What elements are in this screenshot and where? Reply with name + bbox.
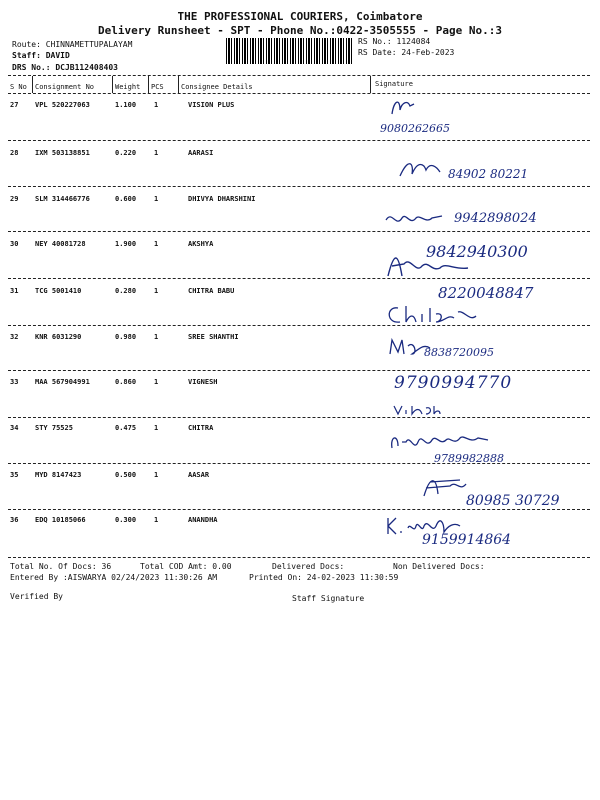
- total-docs: Total No. Of Docs: 36: [10, 562, 112, 571]
- barcode: [226, 38, 354, 64]
- rs-number: RS No.: 1124084: [358, 37, 431, 46]
- signature-phone: 9790994770: [394, 373, 513, 393]
- signature-scrawl: [384, 208, 446, 232]
- row-weight: 0.500: [115, 471, 137, 479]
- signature-phone: 84902 80221: [448, 167, 529, 181]
- row-consignee: AARASI: [188, 149, 214, 157]
- col-divider: [148, 76, 149, 93]
- row-consignee: VISION PLUS: [188, 101, 235, 109]
- signature-phone: 8838720095: [424, 346, 494, 359]
- delivered-docs: Delivered Docs:: [272, 562, 345, 571]
- col-divider: [178, 76, 179, 93]
- row-consignment: MAA 567904991: [35, 378, 90, 386]
- signature-phone: 9942898024: [454, 211, 537, 226]
- route-label: Route: CHINNAMETTUPALAYAM: [12, 40, 133, 49]
- col-header-signature: Signature: [375, 80, 413, 88]
- signature-phone: 9159914864: [422, 532, 512, 548]
- row-sno: 36: [10, 516, 19, 524]
- row-consignee: DHIVYA DHARSHINI: [188, 195, 256, 203]
- signature-phone: 9789982888: [434, 452, 504, 465]
- row-weight: 0.980: [115, 333, 137, 341]
- col-divider: [370, 76, 371, 93]
- row-rule: [8, 509, 590, 510]
- row-rule: [8, 186, 590, 187]
- header-rule: [8, 93, 590, 94]
- col-header-consignment: Consignment No: [35, 83, 95, 91]
- row-consignment: STY 75525: [35, 424, 73, 432]
- row-consignee: VIGNESH: [188, 378, 218, 386]
- rs-date: RS Date: 24-Feb-2023: [358, 48, 455, 57]
- row-consignment: TCG 5001410: [35, 287, 82, 295]
- verified-by: Verified By: [10, 592, 63, 601]
- row-weight: 0.475: [115, 424, 137, 432]
- row-consignment: MYD 8147423: [35, 471, 82, 479]
- row-weight: 1.900: [115, 240, 137, 248]
- row-consignee: CHITRA: [188, 424, 214, 432]
- signature-scrawl: [398, 156, 442, 182]
- row-rule: [8, 325, 590, 326]
- signature-phone: 80985 30729: [466, 493, 560, 509]
- row-pcs: 1: [154, 149, 159, 157]
- row-pcs: 1: [154, 195, 159, 203]
- signature-phone: 9842940300: [426, 242, 528, 261]
- row-sno: 30: [10, 240, 19, 248]
- non-delivered-docs: Non Delivered Docs:: [393, 562, 485, 571]
- row-consignment: KNR 6031290: [35, 333, 82, 341]
- row-consignment: SLM 314466776: [35, 195, 90, 203]
- row-sno: 28: [10, 149, 19, 157]
- staff-label: Staff: DAVID: [12, 51, 70, 60]
- signature-phone: 8220048847: [438, 284, 534, 302]
- row-pcs: 1: [154, 424, 159, 432]
- row-pcs: 1: [154, 101, 159, 109]
- row-sno: 29: [10, 195, 19, 203]
- signature-scrawl: [384, 248, 474, 280]
- signature-phone: 9080262665: [380, 122, 450, 135]
- col-divider: [112, 76, 113, 93]
- row-consignee: ANANDHA: [188, 516, 218, 524]
- company-title: THE PROFESSIONAL COURIERS, Coimbatore: [177, 10, 423, 23]
- row-consignee: CHITRA BABU: [188, 287, 235, 295]
- row-consignee: AASAR: [188, 471, 210, 479]
- row-pcs: 1: [154, 287, 159, 295]
- signature-scrawl: [420, 472, 468, 500]
- row-pcs: 1: [154, 333, 159, 341]
- row-consignment: VPL 520227063: [35, 101, 90, 109]
- row-weight: 0.600: [115, 195, 137, 203]
- signature-scrawl: [388, 96, 418, 118]
- row-rule: [8, 278, 590, 279]
- col-header-sno: S No: [10, 83, 27, 91]
- col-header-consignee: Consignee Details: [181, 83, 253, 91]
- row-weight: 0.860: [115, 378, 137, 386]
- col-divider: [32, 76, 33, 93]
- row-sno: 35: [10, 471, 19, 479]
- row-weight: 1.100: [115, 101, 137, 109]
- drs-number: DRS No.: DCJB112408403: [12, 63, 118, 72]
- row-pcs: 1: [154, 471, 159, 479]
- row-consignment: EDQ 10185066: [35, 516, 86, 524]
- row-weight: 0.280: [115, 287, 137, 295]
- row-consignee: SREE SHANTHI: [188, 333, 239, 341]
- row-rule: [8, 463, 590, 464]
- col-header-weight: Weight: [115, 83, 141, 91]
- row-rule: [8, 140, 590, 141]
- table-top-rule: [8, 75, 590, 76]
- row-sno: 31: [10, 287, 19, 295]
- row-weight: 0.220: [115, 149, 137, 157]
- row-sno: 27: [10, 101, 19, 109]
- row-rule: [8, 231, 590, 232]
- signature-scrawl: [384, 302, 480, 326]
- row-pcs: 1: [154, 378, 159, 386]
- total-cod: Total COD Amt: 0.00: [140, 562, 232, 571]
- row-consignment: IXM 503138851: [35, 149, 90, 157]
- row-consignee: AKSHYA: [188, 240, 214, 248]
- printed-on: Printed On: 24-02-2023 11:30:59: [249, 573, 399, 582]
- staff-signature: Staff Signature: [292, 594, 365, 603]
- row-sno: 34: [10, 424, 19, 432]
- col-header-pcs: PCS: [151, 83, 164, 91]
- runsheet-title: Delivery Runsheet - SPT - Phone No.:0422-3505555 - Page No.:3: [98, 24, 502, 37]
- row-consignment: NEY 40081728: [35, 240, 86, 248]
- row-sno: 32: [10, 333, 19, 341]
- signature-scrawl: [392, 402, 442, 418]
- row-sno: 33: [10, 378, 19, 386]
- row-weight: 0.300: [115, 516, 137, 524]
- table-bottom-rule: [8, 557, 590, 558]
- row-rule: [8, 370, 590, 371]
- row-pcs: 1: [154, 240, 159, 248]
- row-pcs: 1: [154, 516, 159, 524]
- row-rule: [8, 417, 590, 418]
- entered-by: Entered By :AISWARYA 02/24/2023 11:30:26 AM: [10, 573, 218, 582]
